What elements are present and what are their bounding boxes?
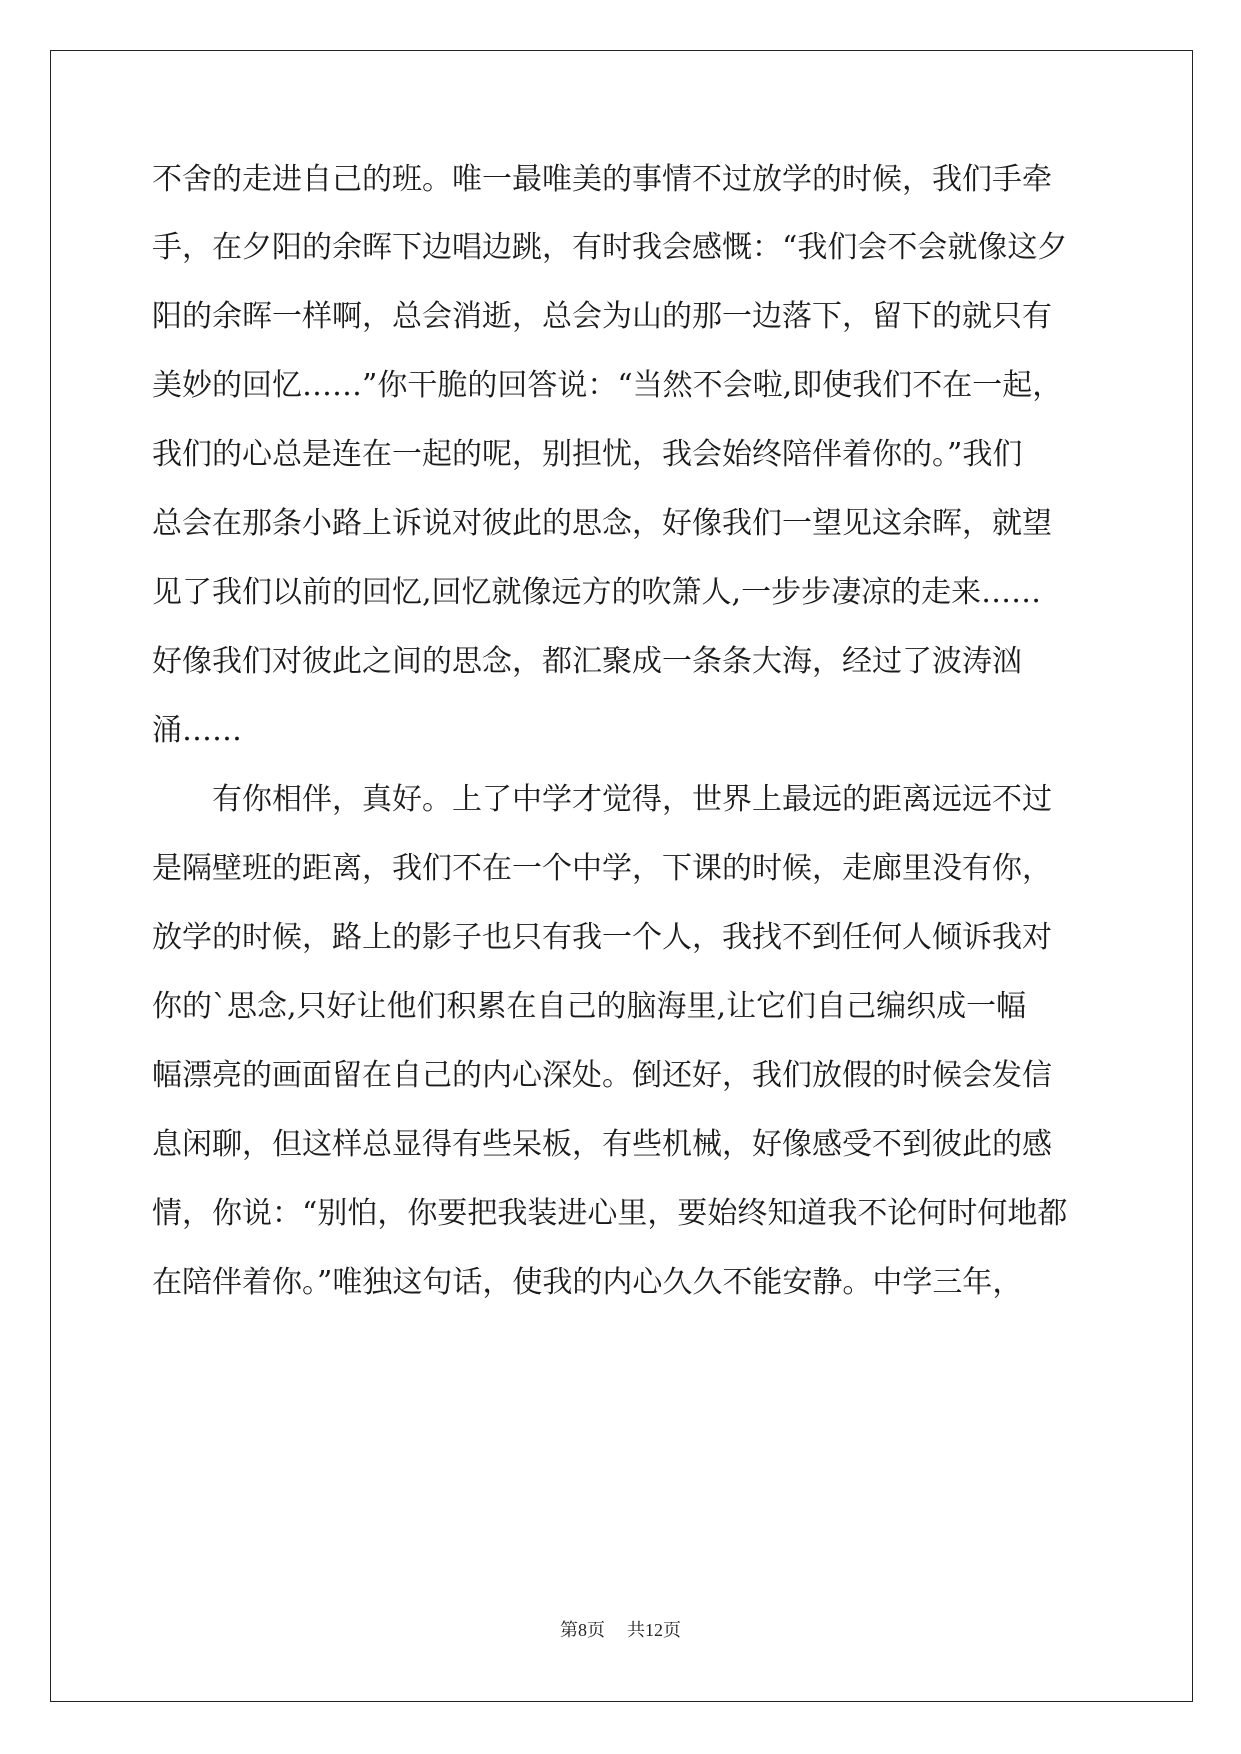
text-line: 放学的时候，路上的影子也只有我一个人，我找不到任何人倾诉我对: [152, 920, 1052, 955]
text-line: 息闲聊，但这样总显得有些呆板，有些机械，好像感受不到彼此的感: [152, 1127, 1052, 1162]
page-number: 第8页: [560, 1620, 605, 1640]
text-line: 涌……: [152, 713, 242, 748]
text-line: 阳的余晖一样啊，总会消逝，总会为山的那一边落下，留下的就只有: [152, 299, 1052, 334]
page-footer: [0, 1616, 1241, 1642]
text-line: 总会在那条小路上诉说对彼此的思念，好像我们一望见这余晖，就望: [152, 506, 1052, 541]
text-line: 情，你说：“别怕，你要把我装进心里，要始终知道我不论何时何地都: [152, 1196, 1068, 1231]
text-line: 是隔壁班的距离，我们不在一个中学，下课的时候，走廊里没有你，: [152, 851, 1052, 886]
text-line: 美妙的回忆……”你干脆的回答说：“当然不会啦,即使我们不在一起，: [152, 368, 1063, 403]
page-total: 共12页: [627, 1620, 681, 1640]
text-line: 见了我们以前的回忆,回忆就像远方的吹箫人,一步步凄凉的走来……: [152, 575, 1042, 610]
text-line: 我们的心总是连在一起的呢，别担忧，我会始终陪伴着你的。”我们: [152, 437, 1023, 472]
text-line: 好像我们对彼此之间的思念，都汇聚成一条条大海，经过了波涛汹: [152, 644, 1022, 679]
text-line: 不舍的走进自己的班。唯一最唯美的事情不过放学的时候，我们手牵: [152, 162, 1052, 197]
text-line: 你的`思念,只好让他们积累在自己的脑海里,让它们自己编织成一幅: [152, 989, 1027, 1024]
text-line: 手，在夕阳的余晖下边唱边跳，有时我会感慨：“我们会不会就像这夕: [152, 230, 1068, 265]
paragraph-first-line: 有你相伴，真好。上了中学才觉得，世界上最远的距离远远不过: [212, 782, 1052, 817]
text-line: 在陪伴着你。”唯独这句话，使我的内心久久不能安静。中学三年，: [152, 1265, 1023, 1300]
text-line: 幅漂亮的画面留在自己的内心深处。倒还好，我们放假的时候会发信: [152, 1058, 1052, 1093]
